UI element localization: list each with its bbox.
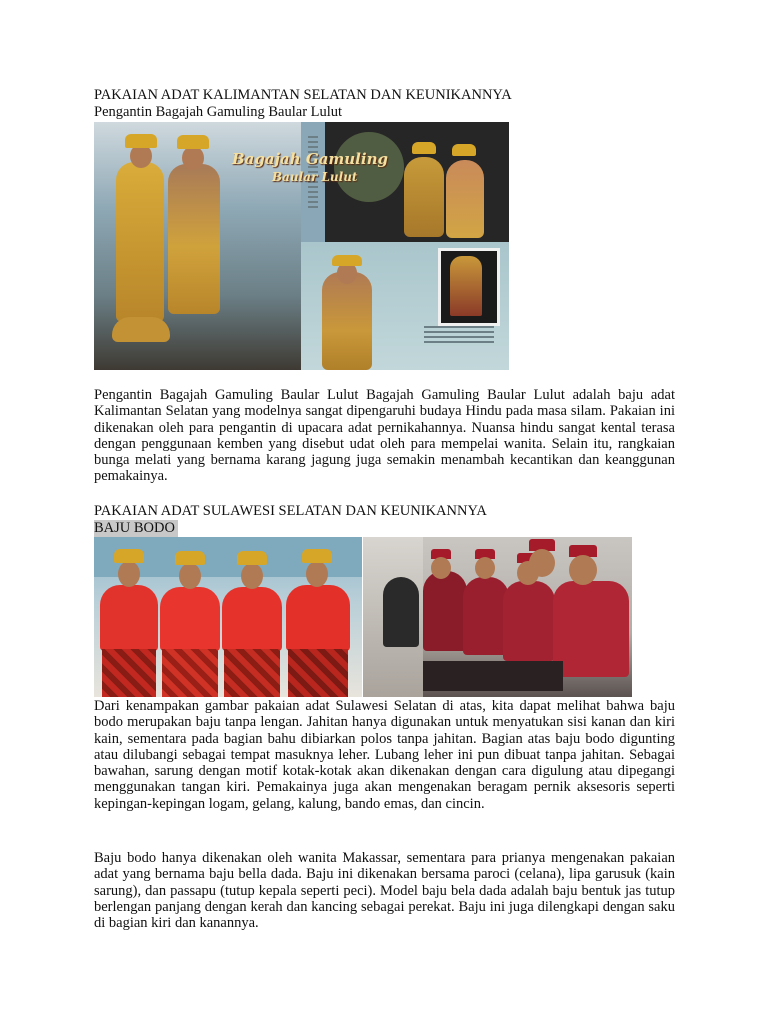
baju-bella-dada-men-photo (363, 537, 632, 697)
section1-heading: PAKAIAN ADAT KALIMANTAN SELATAN DAN KEUNIKANNYA (94, 87, 512, 103)
kalimantan-wedding-photo (94, 122, 509, 370)
section1-paragraph: Pengantin Bagajah Gamuling Baular Lulut Bagajah Gamuling Baular Lulut adalah baju adat Kalimantan Selatan yang modelnya sangat dipengaruhi budaya Hindu pada masa silam. Pakaian ini dikenakan oleh para pengantin di upacara adat pernikahannya. Nuansa hindu sangat kental terasa dengan penggunaan kemben yang disebut udat oleh para mempelai wanita. Selain itu, rangkaian bunga melati yang bernama karang jagung juga semakin menambah kecantikan dan keanggunan pemakainya. (94, 387, 675, 485)
section2-paragraph1: Dari kenampakan gambar pakaian adat Sulawesi Selatan di atas, kita dapat melihat bahwa baju bodo merupakan baju tanpa lengan. Jahitan hanya digunakan untuk menyatukan sisi kanan dan kiri kain, sementara pada bagian bahu dibiarkan polos tanpa jahitan. Bagian atas baju bodo digunting atau dilubangi sebagai tempat masuknya leher. Lubang leher ini pun dibuat tanpa jahitan. Sebagai bawahan, sarung dengan motif kotak-kotak akan dikenakan dengan cara digulung atau dipegangi menggunakan tangan kiri. Pemakainya juga akan mengenakan beragam pernik aksesoris seperti kepingan-kepingan logam, gelang, kalung, bando emas, dan cincin. (94, 698, 675, 812)
photo-title-line2: Baular Lulut (272, 170, 358, 184)
section1-subheading: Pengantin Bagajah Gamuling Baular Lulut (94, 104, 343, 120)
photo-title-line1: Bagajah Gamuling (232, 150, 388, 168)
section2-heading: PAKAIAN ADAT SULAWESI SELATAN DAN KEUNIKANNYA (94, 503, 487, 519)
section2-subheading: BAJU BODO (94, 520, 178, 537)
baju-bodo-women-photo (94, 537, 362, 697)
section2-paragraph2: Baju bodo hanya dikenakan oleh wanita Makassar, sementara para prianya mengenakan pakaian adat yang bernama baju bella dada. Baju ini dikenakan bersama paroci (celana), lipa garusuk (kain sarung), dan passapu (tutup kepala seperti peci). Model baju bela dada adalah baju bentuk jas tutup berlengan panjang dengan kerah dan kancing sebagai perekat. Baju ini juga dilengkapi dengan saku di bagian kiri dan kanannya. (94, 850, 675, 932)
